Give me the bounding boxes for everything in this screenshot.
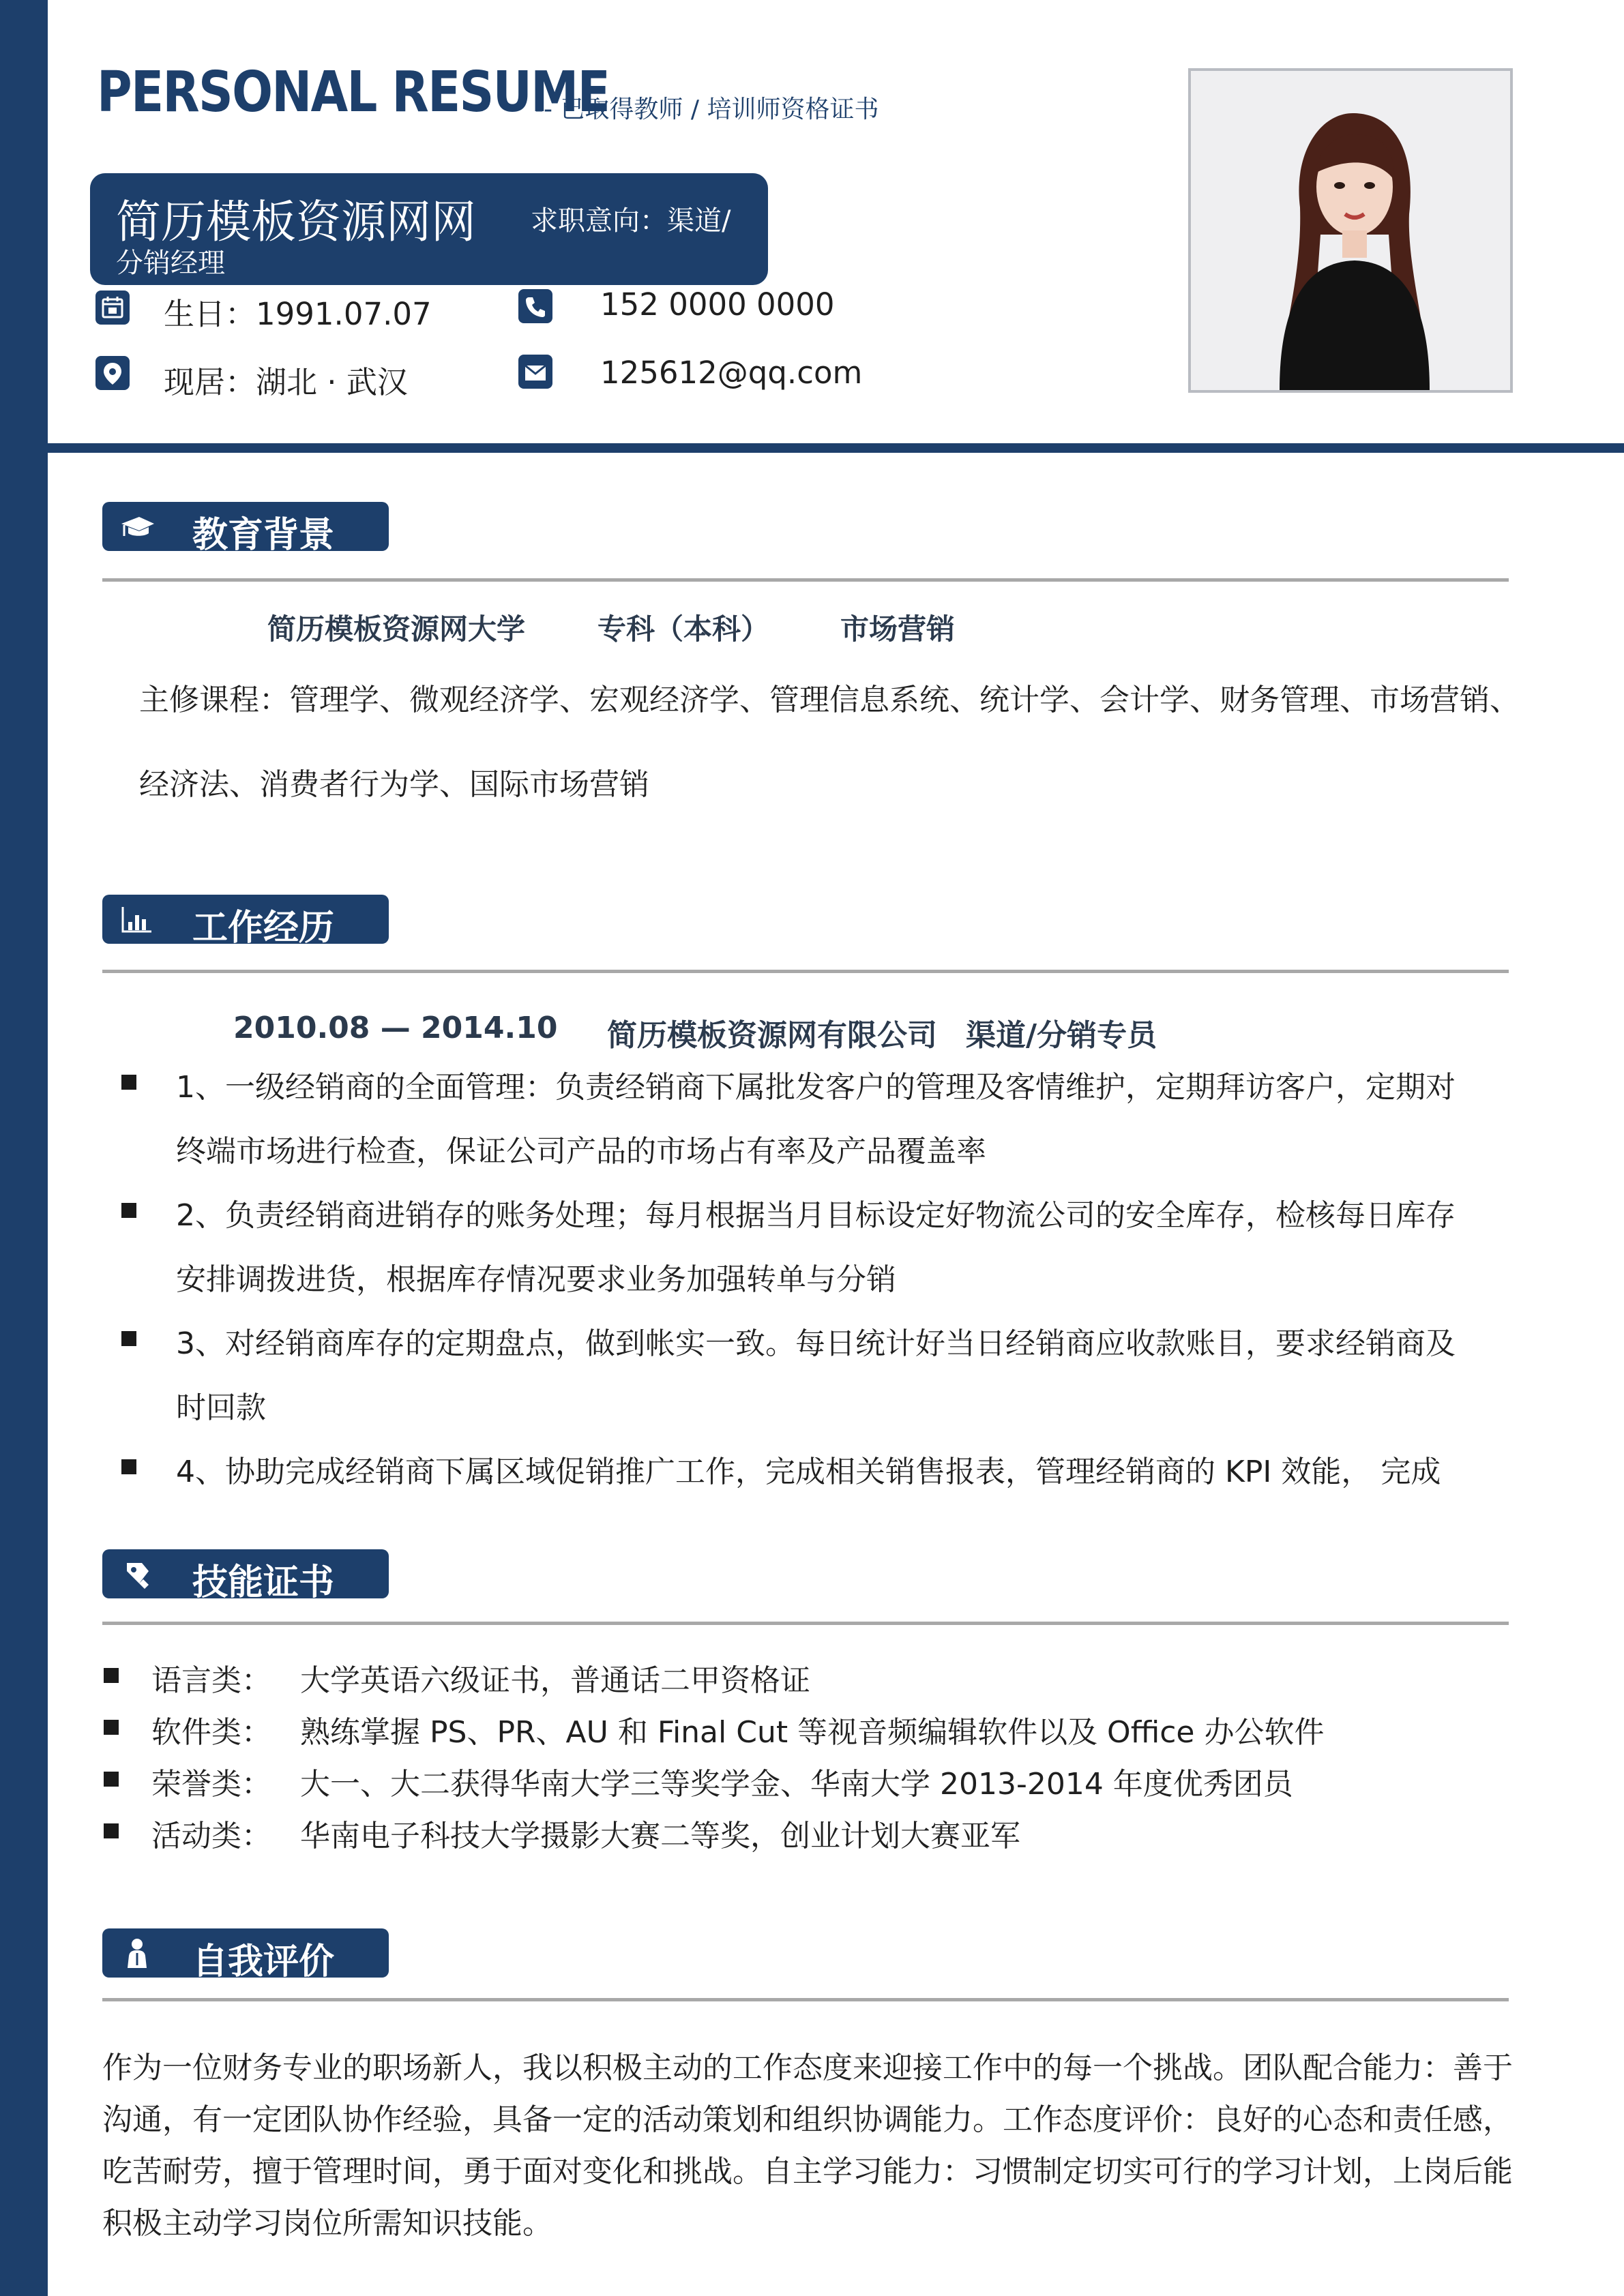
self-eval-line: 吃苦耐劳，擅于管理时间，勇于面对变化和挑战。自主学习能力：习惯制定切实可行的学习计划，上岗后能 (102, 2154, 1513, 2189)
work-item-2-line-1: 2、负责经销商进销存的账务处理；每月根据当月目标设定好物流公司的安全库存，检核每日库存 (176, 1198, 1456, 1233)
bullet-marker (121, 1331, 136, 1346)
work-item-3-line-1: 3、对经销商库存的定期盘点，做到帐实一致。每日统计好当日经销商应收款账目，要求经销商及 (176, 1326, 1456, 1361)
profile-photo (1188, 68, 1513, 393)
self-eval-line: 作为一位财务专业的职场新人，我以积极主动的工作态度来迎接工作中的每一个挑战。团队配合能力：善于 (102, 2051, 1513, 2085)
skill-value: 大学英语六级证书，普通话二甲资格证 (300, 1663, 810, 1698)
skills-divider (102, 1622, 1509, 1625)
self-eval-divider (102, 1998, 1509, 2001)
school-name: 简历模板资源网大学 (267, 612, 526, 646)
work-section-header (102, 895, 389, 949)
candidate-name: 简历模板资源网网 (116, 196, 476, 248)
courses-line-2: 经济法、消费者行为学、国际市场营销 (139, 767, 649, 802)
skills-heading: 技能证书 (192, 1562, 335, 1603)
job-position: 渠道/分销专员 (966, 1018, 1157, 1053)
location-text: 现居：湖北 · 武汉 (164, 364, 408, 400)
work-item-1-line-1: 1、一级经销商的全面管理：负责经销商下属批发客户的管理及客情维护，定期拜访客户，定期对 (176, 1070, 1456, 1105)
birthday-text: 生日：1991.07.07 (164, 296, 432, 332)
resume-title: PERSONAL RESUME (97, 60, 610, 125)
bullet-marker (121, 1075, 136, 1090)
work-heading: 工作经历 (192, 908, 335, 949)
bullet-marker (104, 1772, 119, 1787)
education-heading: 教育背景 (192, 515, 335, 556)
education-divider (102, 578, 1509, 582)
self-eval-section-header (102, 1928, 389, 1982)
certificate-icon (119, 1556, 156, 1592)
skill-value: 华南电子科技大学摄影大赛二等奖，创业计划大赛亚军 (300, 1819, 1020, 1853)
job-intent: 求职意向：渠道/ (531, 205, 731, 237)
job-period: 2010.08 — 2014.10 (233, 1011, 558, 1045)
job-intent-continued: 分销经理 (116, 248, 225, 279)
name-banner (90, 173, 768, 285)
work-item-4-line-1: 4、协助完成经销商下属区域促销推广工作，完成相关销售报表，管理经销商的 KPI 效能， 完成 (176, 1455, 1441, 1489)
skill-value: 大一、大二获得华南大学三等奖学金、华南大学 2013-2014 年度优秀团员 (300, 1767, 1293, 1802)
courses-line-1: 主修课程：管理学、微观经济学、宏观经济学、管理信息系统、统计学、会计学、财务管理、市场营销、 (139, 683, 1520, 717)
bullet-marker (121, 1459, 136, 1474)
major: 市场营销 (840, 612, 956, 646)
self-eval-line: 沟通，有一定团队协作经验，具备一定的活动策划和组织协调能力。工作态度评价：良好的心态和责任感， (102, 2102, 1513, 2137)
self-eval-line: 积极主动学习岗位所需知识技能。 (102, 2206, 552, 2241)
work-divider (102, 970, 1509, 973)
skill-value: 熟练掌握 PS、PR、AU 和 Final Cut 等视音频编辑软件以及 Office 办公软件 (300, 1715, 1325, 1750)
header-tagline: -- 已取得教师 / 培训师资格证书 (535, 95, 879, 123)
work-item-3-line-2: 时回款 (176, 1390, 266, 1425)
education-section-header (102, 502, 389, 556)
header-divider (48, 443, 1624, 453)
skill-category: 活动类： (151, 1819, 271, 1853)
bullet-marker (121, 1203, 136, 1218)
graduation-cap-icon (119, 509, 156, 544)
company-name: 简历模板资源网有限公司 (607, 1018, 937, 1053)
person-icon (119, 1935, 156, 1971)
work-item-1-line-2: 终端市场进行检查，保证公司产品的市场占有率及产品覆盖率 (176, 1134, 986, 1169)
skills-section-header (102, 1549, 389, 1603)
left-accent-bar (0, 0, 48, 2296)
calendar-icon (95, 290, 130, 325)
skill-category: 语言类： (151, 1663, 271, 1698)
bullet-marker (104, 1720, 119, 1735)
self-eval-heading: 自我评价 (192, 1941, 335, 1982)
phone-icon (518, 289, 552, 323)
skill-category: 荣誉类： (151, 1767, 271, 1802)
bar-chart-icon (119, 901, 156, 937)
phone-text[interactable]: 152 0000 0000 (600, 286, 835, 323)
mail-icon (518, 355, 552, 389)
degree: 专科（本科） (597, 612, 770, 646)
skill-category: 软件类： (151, 1715, 271, 1750)
bullet-marker (104, 1823, 119, 1838)
location-pin-icon (95, 356, 130, 390)
work-item-2-line-2: 安排调拨进货，根据库存情况要求业务加强转单与分销 (176, 1262, 896, 1297)
bullet-marker (104, 1668, 119, 1683)
email-text[interactable]: 125612@qq.com (600, 355, 863, 391)
